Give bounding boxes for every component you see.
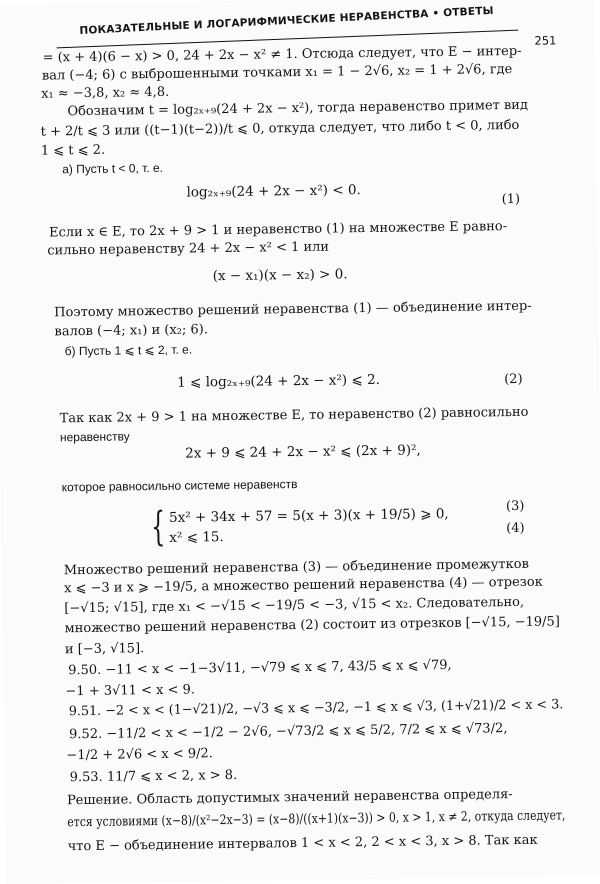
answer-9-53: 9.53. 11/7 ⩽ x < 2, x > 8. <box>69 767 238 786</box>
equation-number: (1) <box>501 191 521 208</box>
equation-3: 5x² + 34x + 57 = 5(x + 3)(x + 19/5) ⩾ 0, <box>168 505 449 526</box>
text-line: вал (−4; 6) с выброшенными точками x₁ = 1 − 2√6, x₂ = 1 + 2√6, где <box>41 62 513 84</box>
text-line: Поэтому множество решений неравенства (1) — объединение интер- <box>54 298 532 321</box>
text-line: что E − объединение интервалов 1 < x < 2, 2 < x < 3, x > 8. Так как <box>67 832 538 855</box>
text-line: сильно неравенству 24 + 2x − x² < 1 или <box>47 239 330 259</box>
text-line: валов (−4; x₁) и (x₂; 6). <box>54 322 209 340</box>
equation-2: 1 ⩽ log₂ₓ₊₉(24 + 2x − x²) ⩽ 2. <box>177 371 381 391</box>
text-line: неравенству <box>59 429 130 445</box>
text-line: x₁ ≈ −3,8, x₂ ≈ 4,8. <box>41 84 170 102</box>
answer-9-51: 9.51. −2 < x < (1−√21)/2, −√3 ⩽ x ⩽ −3/2, −1 ⩽ x ⩽ √3, (1+√21)/2 < x < 3. <box>68 697 564 720</box>
text-line: t + 2/t ⩽ 3 или ((t−1)(t−2))/t ⩽ 0, откуда следует, что либо t < 0, либо <box>40 117 520 140</box>
text-line: б) Пусть 1 ⩽ t ⩽ 2, т. е. <box>64 342 193 359</box>
answer-9-52: 9.52. −11/2 < x < −1/2 − 2√6, −√73/2 ⩽ x ⩽ 5/2, 7/2 ⩽ x ⩽ √73/2, <box>68 721 508 743</box>
equation-number: (4) <box>506 520 525 537</box>
answer-9-50: 9.50. −11 < x < −1−3√11, −√79 ⩽ x ⩽ 7, 43/5 ⩽ x ⩽ √79, <box>68 657 452 679</box>
text-line: а) Пусть t < 0, т. е. <box>62 160 164 177</box>
equation-product: (x − x₁)(x − x₂) > 0. <box>212 266 348 285</box>
equation-number: (2) <box>504 371 523 388</box>
text-line: 1 ⩽ t ⩽ 2. <box>40 142 106 159</box>
text-line: Так как 2x + 9 > 1 на множестве E, то неравенство (2) равносильно <box>59 404 529 427</box>
equation-double: 2x + 9 ⩽ 24 + 2x − x² ⩽ (2x + 9)², <box>185 442 421 462</box>
text-line: Обозначим t = log₂ₓ₊₉(24 + 2x − x²), тогда неравенство примет вид <box>67 97 529 120</box>
text-line: [−√15; √15], где x₁ < −√15 < −19/5 < −3, √15 < x₂. Следовательно, <box>64 594 525 617</box>
text-line: Множество решений неравенства (3) — объединение промежутков <box>63 556 529 579</box>
equation-number: (3) <box>505 498 525 515</box>
text-line: = (x + 4)(6 − x) > 0, 24 + 2x − x² ≠ 1. Отсюда следует, что E − интер- <box>42 43 522 66</box>
text-line: множество решений неравенства (2) состоит из отрезков [−√15, −19/5] <box>64 614 560 637</box>
text-line: −1 + 3√11 < x < 9. <box>65 682 196 700</box>
equation-4: x² ⩽ 15. <box>169 529 224 546</box>
text-line: ется условиями (x−8)/(x²−2x−3) = (x−8)/((x+1)(x−3)) > 0, x > 1, x ≠ 2, откуда следует, <box>67 808 566 831</box>
text-line: Если x ∈ E, то 2x + 9 > 1 и неравенство (1) на множестве E равно- <box>48 219 508 241</box>
system-brace: { <box>150 503 166 551</box>
text-line: которое равносильно системе неравенств <box>61 477 298 495</box>
text-line: −1/2 + 2√6 < x < 9/2. <box>66 746 213 764</box>
page-number: 251 <box>534 33 557 48</box>
running-header: ПОКАЗАТЕЛЬНЫЕ И ЛОГАРИФМИЧЕСКИЕ НЕРАВЕНСТВА • ОТВЕТЫ <box>79 4 494 38</box>
text-line: и [−3, √15]. <box>64 641 145 658</box>
solution-heading: Решение. Область допустимых значений неравенства определя- <box>66 787 513 809</box>
equation-1: log₂ₓ₊₉(24 + 2x − x²) < 0. <box>186 182 361 201</box>
text-line: x ⩽ −3 и x ⩾ −19/5, а множество решений неравенства (4) — отрезок <box>63 574 543 597</box>
